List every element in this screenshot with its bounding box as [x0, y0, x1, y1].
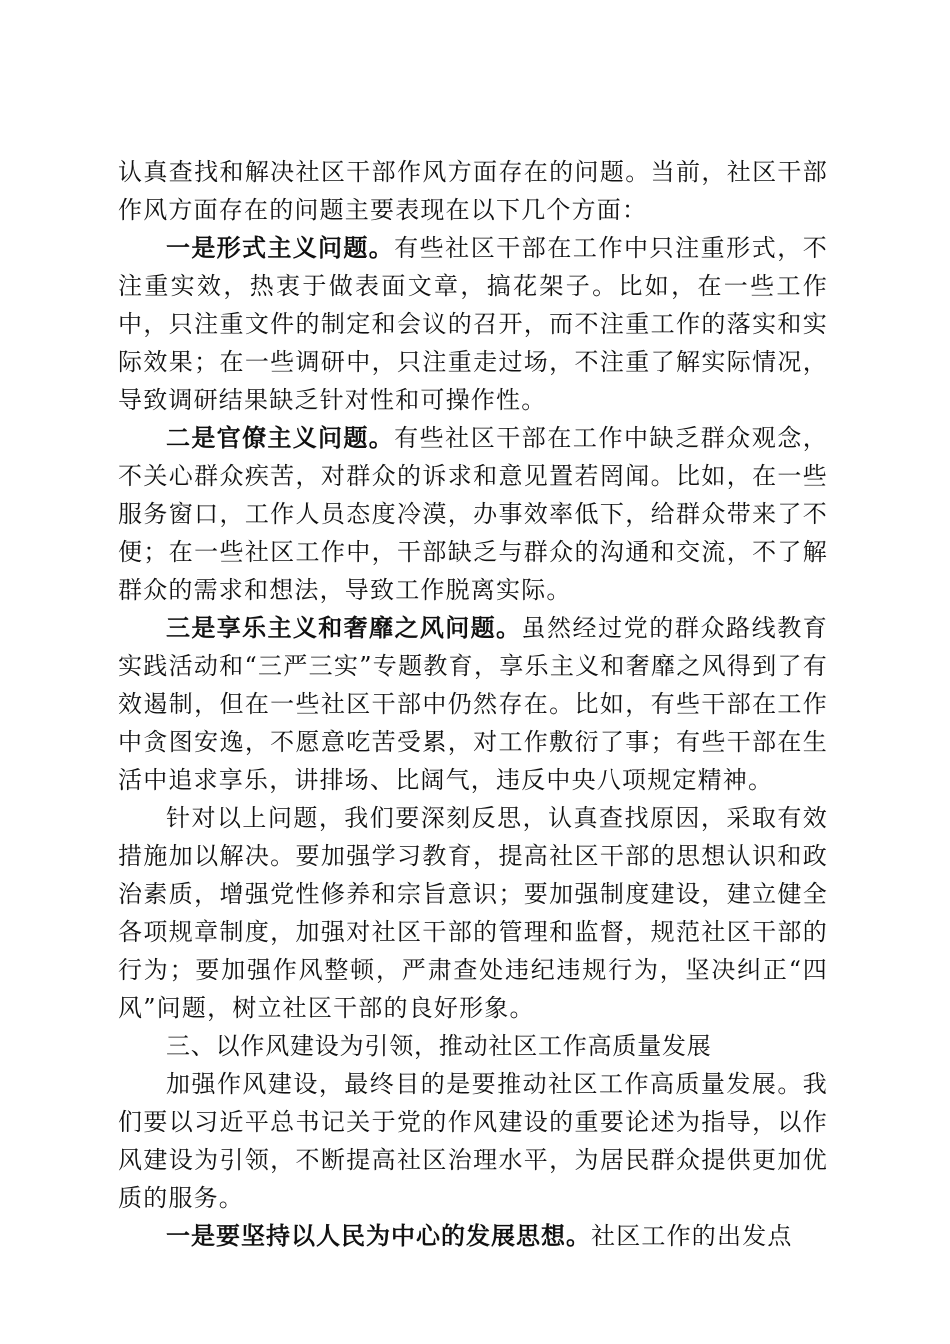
paragraph-people-centered: [118, 1217, 828, 1255]
paragraph-measures: [118, 799, 828, 1027]
paragraph-text: 虽然经过党的群众路线教育实践活动和“三严三实”专题教育，享乐主义和奢靡之风得到了有效遏制，但在一些社区干部中仍然存在。比如，有些干部在工作中贪图安逸，不愿意吃苦受累，对工作敷衍了事；有些干部在生活中追求享乐，讲排场、比阔气，违反中央八项规定精神。: [118, 614, 828, 794]
paragraph-text: 社区工作的出发点: [591, 1222, 793, 1250]
paragraph-text: 加强作风建设，最终目的是要推动社区工作高质量发展。我们要以习近平总书记关于党的作风建设的重要论述为指导，以作风建设为引领，不断提高社区治理水平，为居民群众提供更加优质的服务。: [118, 1070, 828, 1212]
paragraph-text: 有些社区干部在工作中缺乏群众观念，不关心群众疾苦，对群众的诉求和意见置若罔闻。比如，在一些服务窗口，工作人员态度冷漠，办事效率低下，给群众带来了不便；在一些社区工作中，干部缺乏与群众的沟通和交流，不了解群众的需求和想法，导致工作脱离实际。: [118, 424, 828, 604]
paragraph-intro: [118, 153, 828, 229]
section-heading: 三、以作风建设为引领，推动社区工作高质量发展: [166, 1032, 712, 1060]
paragraph-bureaucratism: [118, 419, 828, 609]
paragraph-hedonism: [118, 609, 828, 799]
paragraph-lead: 一是要坚持以人民为中心的发展思想。: [166, 1222, 591, 1250]
paragraph-lead: 三是享乐主义和奢靡之风问题。: [166, 614, 522, 642]
paragraph-text: 针对以上问题，我们要深刻反思，认真查找原因，采取有效措施加以解决。要加强学习教育，提高社区干部的思想认识和政治素质，增强党性修养和宗旨意识；要加强制度建设，建立健全各项规章制度，加强对社区干部的管理和监督，规范社区干部的行为；要加强作风整顿，严肃查处违纪违规行为，坚决纠正“四风”问题，树立社区干部的良好形象。: [118, 804, 828, 1022]
paragraph-lead: 一是形式主义问题。: [166, 234, 395, 262]
paragraph-text: 有些社区干部在工作中只注重形式，不注重实效，热衷于做表面文章，搞花架子。比如，在一些工作中，只注重文件的制定和会议的召开，而不注重工作的落实和实际效果；在一些调研中，只注重走过场，不注重了解实际情况，导致调研结果缺乏针对性和可操作性。: [118, 234, 828, 414]
paragraph-formalism: [118, 229, 828, 419]
document-body: [118, 153, 828, 1255]
paragraph-lead: 二是官僚主义问题。: [166, 424, 395, 452]
paragraph-goal: [118, 1065, 828, 1217]
paragraph-text: 认真查找和解决社区干部作风方面存在的问题。当前，社区干部作风方面存在的问题主要表现在以下几个方面：: [118, 158, 828, 224]
